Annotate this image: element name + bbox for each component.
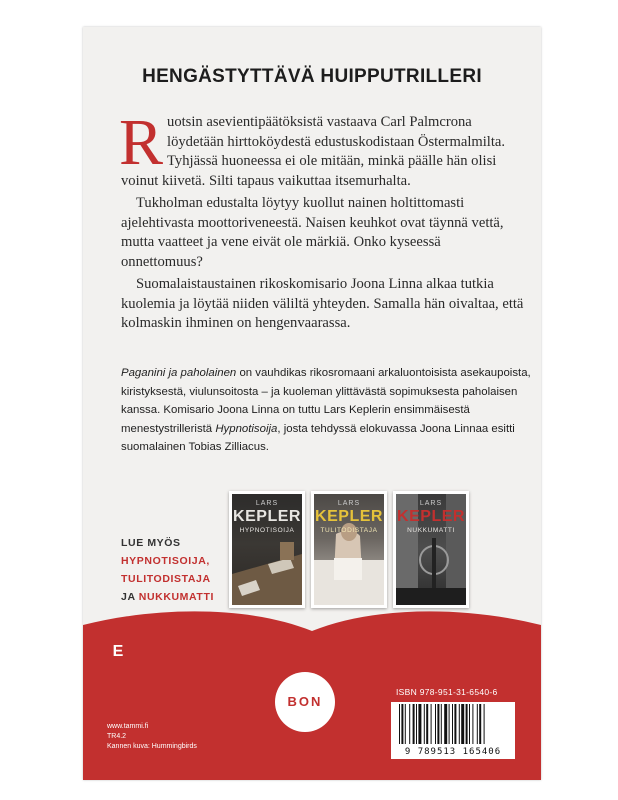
blurb: [121, 364, 531, 457]
blurb-text-2: , josta tehdyssä elokuvassa Joona Linnaa esitti suomalainen Tobias Zilliacus.: [121, 422, 515, 453]
synopsis-paragraph-3: Suomalaistaustainen rikoskomisario Joona Linna alkaa tutkia kuolemia ja löytää niiden väliltä yhteyden. Samalla hän oivaltaa, että kolmaskin ihminen on hengenvaarassa.: [121, 276, 524, 331]
thumbnail-art: [396, 494, 466, 605]
blurb-title-2: Hypnotisoija: [215, 422, 278, 435]
thumbnail-author-last: KEPLER: [233, 508, 301, 525]
also-read-list: [121, 534, 214, 606]
thumbnail-title: NUKKUMATTI: [407, 527, 455, 534]
thumbnail-author-first: LARS: [419, 500, 443, 507]
thumbnail-author-last: KEPLER: [397, 508, 465, 525]
thumbnail-title: TULITODISTAJA: [320, 527, 378, 534]
also-read-book-2: TULITODISTAJA: [121, 573, 211, 585]
also-read-book-3: NUKKUMATTI: [138, 591, 214, 603]
barcode-number: 9 789513 165406: [404, 747, 502, 757]
publisher-badge: E: [105, 631, 131, 673]
book-thumbnail-tulitodistaja: [311, 491, 387, 608]
also-read-conjunction: JA: [121, 591, 136, 603]
synopsis-paragraph-2: Tukholman edustalta löytyy kuollut nainen holtittomasti ajelehtivasta moottoriveneestä. Naisen keuhkot ovat täynnä vettä, mutta vaatteet ja vene eivät ole märkiä. Onko kyseessä onnettomuus?: [121, 195, 504, 270]
barcode-bars: [391, 704, 515, 748]
classification-code: TR4.2: [107, 733, 127, 740]
thumbnail-art: [232, 494, 302, 605]
also-read-book-1: HYPNOTISOIJA,: [121, 555, 210, 567]
isbn-text: ISBN 978-951-31-6540-6: [396, 687, 498, 697]
blurb-title: Paganini ja paholainen: [121, 367, 237, 379]
publisher-website: www.tammi.fi: [107, 723, 149, 730]
also-read-label: LUE MYÖS: [121, 537, 181, 549]
thumbnail-author-first: LARS: [255, 500, 279, 507]
cover-credit: Kannen kuva: Hummingbirds: [107, 743, 197, 750]
barcode: [391, 702, 515, 759]
series-logo: BON: [275, 672, 335, 732]
thumbnail-art: [314, 494, 384, 605]
thumbnail-title: HYPNOTISOIJA: [239, 527, 295, 534]
book-back-cover: [83, 27, 541, 780]
synopsis: [119, 106, 525, 334]
synopsis-paragraph-1: [119, 106, 525, 191]
thumbnail-author-first: LARS: [337, 500, 361, 507]
thumbnail-author-last: KEPLER: [315, 508, 383, 525]
headline: HENGÄSTYTTÄVÄ HUIPPUTRILLERI: [142, 66, 482, 87]
book-thumbnail-nukkumatti: [393, 491, 469, 608]
book-thumbnail-hypnotisoija: [229, 491, 305, 608]
publisher-info: [107, 722, 197, 752]
synopsis-text-1: uotsin asevientipäätöksistä vastaava Carl Palmcrona löydetään hirttoköydestä edustuskodistaan Östermalmilta. Tyhjässä huoneessa ei ole mitään, minkä päälle hän olisi voinut kiivetä. Silti tapaus vaikuttaa itsemurhalta.: [121, 114, 506, 189]
drop-cap: R: [119, 106, 164, 179]
blurb-text-1: on vauhdikas rikosromaani arkaluontoisista asekaupoista, kiristyksestä, viulunsoitosta – ja kuoleman ylittävästä sopimuksesta paholaisen kanssa. Komisario Joona Linna on tuttu Lars Keplerin ensimmäisestä menestystrilleristä: [121, 367, 531, 435]
